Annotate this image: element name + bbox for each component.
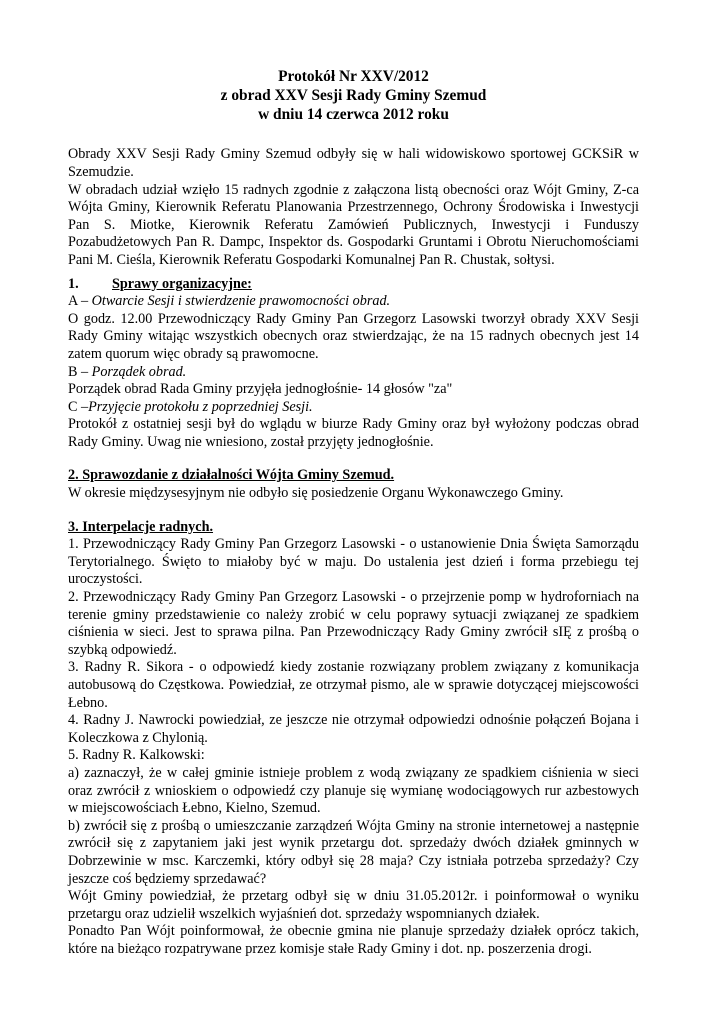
intro-paragraph: Obrady XXV Sesji Rady Gminy Szemud odbyły się w hali widowiskowo sportowej GCKSiR w Szemudzie. [68, 146, 639, 180]
subsection-prefix: A – [68, 293, 92, 310]
interpellation-item: 5. Radny R. Kalkowski: [68, 747, 205, 764]
interpellation-item: b) zwrócił się z prośbą o umieszczanie zarządzeń Wójta Gminy na stronie internetowej a następnie zwrócił się z zapytaniem jaki jest wynik przetargu dot. sprzedaży dwóch działek gminnych w Dobrzewinie w msc. Karczemki, który odbył się 28 maja? Czy istniała potrzeba sprzedaży? Czy jeszcze coś będziemy sprzedawać? [68, 817, 639, 887]
subsection-prefix: C – [68, 398, 89, 415]
interpellation-item: 4. Radny J. Nawrocki powiedział, ze jeszcze nie otrzymał odpowiedzi odnośnie połączeń Bojana i Koleczkowa z Chylonią. [68, 712, 639, 746]
subsection-a-text: O godz. 12.00 Przewodniczący Rady Gminy Pan Grzegorz Lasowski tworzył obrady XXV Sesji Rady Gminy witając wszystkich obecnych oraz stwierdzając, że na 15 radnych obecnych jest 14 zatem quorum więc obrady są prawomocne. [68, 310, 639, 362]
document-page [68, 68, 639, 959]
title-line: w dniu 14 czerwca 2012 roku [258, 105, 449, 123]
interpellation-item: Ponadto Pan Wójt poinformował, że obecnie gmina nie planuje sprzedaży działek oprócz takich, które na bieżąco rozpatrywane przez komisje stałe Rady Gminy i dot. np. poszerzenia drogi. [68, 923, 639, 957]
subsection-c-text: Protokół z ostatniej sesji był do wglądu w biurze Rady Gminy oraz był wyłożony podczas obrad Rady Gminy. Uwag nie wniesiono, został przyjęty jednogłośnie. [68, 416, 639, 450]
intro-paragraph: W obradach udział wzięło 15 radnych zgodnie z załączona listą obecności oraz Wójt Gminy, Z-ca Wójta Gminy, Kierownik Referatu Planowania Przestrzennego, Ochrony Środowiska i Inwestycji Pan S. Miotke, Kierownik Referatu Zamówień Publicznych, Inwestycji i Funduszy Pozabudżetowych Pan R. Dampc, Inspektor ds. Gospodarki Gruntami i Obrotu Nieruchomościami Pani M. Cieśla, Kierownik Referatu Gospodarki Komunalnej Pan R. Chustak, sołtysi. [68, 181, 639, 268]
subsection-a-heading [68, 293, 639, 311]
interpellation-item: a) zaznaczył, że w całej gminie istnieje problem z wodą związany ze spadkiem ciśnienia w sieci oraz zwrócił z wnioskiem o odpowiedź czy planuje się wymianę wodociągowych rur azbestowych w miejscowościach Łebno, Kielno, Szemud. [68, 764, 639, 817]
section-1-heading [68, 276, 639, 294]
section-number: 1. [68, 275, 79, 292]
subsection-title: Porządek obrad. [91, 363, 187, 380]
interpellation-item: 1. Przewodniczący Rady Gminy Pan Grzegorz Lasowski - o ustanowienie Dnia Święta Samorządu Terytorialnego. Święto to miałoby być w maju. Do ustalenia jest dzień i forma przebiegu tej uroczystości. [68, 536, 639, 588]
section-3-heading: 3. Interpelacje radnych. [68, 518, 214, 535]
interpellation-item: 2. Przewodniczący Rady Gminy Pan Grzegorz Lasowski - o przejrzenie pomp w hydroforniach na terenie gminy przedstawienie co należy zrobić w celu poprawy sytuacji związanej ze spadkiem ciśnienia w sieci. Jest to sprawa pilna. Pan Przewodniczący Rady Gminy zwrócił sIĘ z prośbą o szybką odpowiedź. [68, 589, 639, 658]
section-2-text: W okresie międzysesyjnym nie odbyło się posiedzenie Organu Wykonawczego Gminy. [68, 485, 564, 502]
subsection-title: Przyjęcie protokołu z poprzedniej Sesji. [88, 398, 313, 415]
title-line: Protokół Nr XXV/2012 [278, 68, 429, 85]
section-2-heading: 2. Sprawozdanie z działalności Wójta Gminy Szemud. [68, 467, 395, 484]
subsection-prefix: B – [68, 363, 92, 380]
subsection-c-heading [68, 399, 639, 417]
interpellation-item: 3. Radny R. Sikora - o odpowiedź kiedy zostanie rozwiązany problem związany z komunikacja autobusową do Częstkowa. Powiedział, ze otrzymał pismo, ale w sprawie dotyczącej miejscowości Łebno. [68, 659, 639, 711]
section-title: Sprawy organizacyjne: [112, 275, 252, 292]
subsection-title: Otwarcie Sesji i stwierdzenie prawomocności obrad. [91, 293, 391, 310]
title-line: z obrad XXV Sesji Rady Gminy Szemud [220, 86, 487, 104]
interpellation-item: Wójt Gminy powiedział, że przetarg odbył się w dniu 31.05.2012r. i poinformował o wyniku przetargu oraz udzielił wszelkich wyjaśnień dot. sprzedaży wspomnianych działek. [68, 888, 639, 922]
subsection-b-heading [68, 364, 639, 382]
subsection-b-text: Porządek obrad Rada Gminy przyjęła jednogłośnie- 14 głosów "za" [68, 381, 453, 398]
document-title [68, 68, 639, 124]
